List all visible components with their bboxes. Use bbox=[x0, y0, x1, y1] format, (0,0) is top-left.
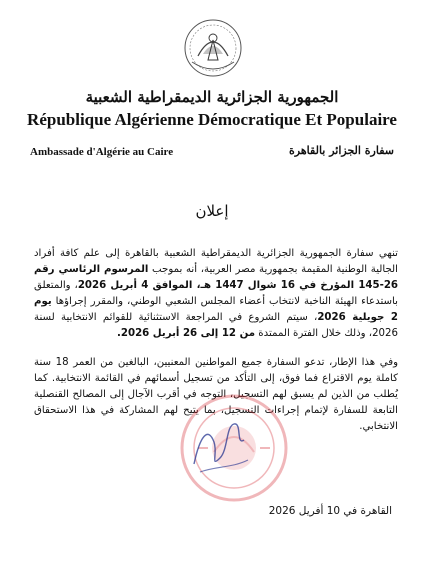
p1-after: ، سيتم الشروع في المراجعة الاستثنائية للقوائم الانتخابية لسنة 2026، وذلك خلال الفترة الممتدة bbox=[34, 312, 398, 339]
announcement-paragraph-1 bbox=[34, 246, 398, 342]
embassy-name-french: Ambassade d'Algérie au Caire bbox=[30, 146, 174, 158]
signature-icon bbox=[186, 406, 256, 486]
republic-title-arabic: الجمهورية الجزائرية الديمقراطية الشعبية bbox=[85, 88, 339, 106]
decree-reference: المرسوم الرئاسي رقم 26-145 المؤرخ في 16 شوال 1447 هـ، الموافق 4 أبريل 2026 bbox=[34, 264, 399, 291]
document-date: القاهرة في 10 أفريل 2026 bbox=[268, 505, 392, 517]
announcement-title: إعلان bbox=[195, 202, 229, 220]
revision-period: من 12 إلى 26 أبريل 2026. bbox=[117, 328, 256, 339]
p1-intro: تنهي سفارة الجمهورية الجزائرية الديمقراطية الشعبية بالقاهرة إلى علم كافة أفراد الجالية الوطنية المقيمة بجمهورية مصر العربية، أنه بموجب bbox=[34, 248, 398, 275]
announcement-paragraph-2: وفي هذا الإطار، تدعو السفارة جميع المواطنين المعنيين، البالغين من العمر 18 سنة كاملة يوم الاقتراع فما فوق، إلى التأكد من تسجيل أسمائهم في القائمة الانتخابية. كما يُطلب من الذين لم يسبق لهم التسجيل، التوجه في أقرب الآجال إلى المصالح القنصلية التابعة للسفارة لإتمام إجراءات التسجيل، بما يتيح لهم المشاركة في هذا الاستحقاق الانتخابي. bbox=[34, 357, 399, 432]
election-date: يوم 2 جويلية 2026 bbox=[34, 296, 398, 323]
algeria-coat-of-arms-icon bbox=[178, 16, 248, 80]
p1-middle: ، والمتعلق باستدعاء الهيئة الناخبة لانتخاب أعضاء المجلس الشعبي الوطني، والمقرر إجراؤها bbox=[34, 280, 398, 307]
embassy-name-arabic: سفارة الجزائر بالقاهرة bbox=[289, 144, 394, 157]
republic-title-french: République Algérienne Démocratique Et Populaire bbox=[27, 110, 397, 129]
